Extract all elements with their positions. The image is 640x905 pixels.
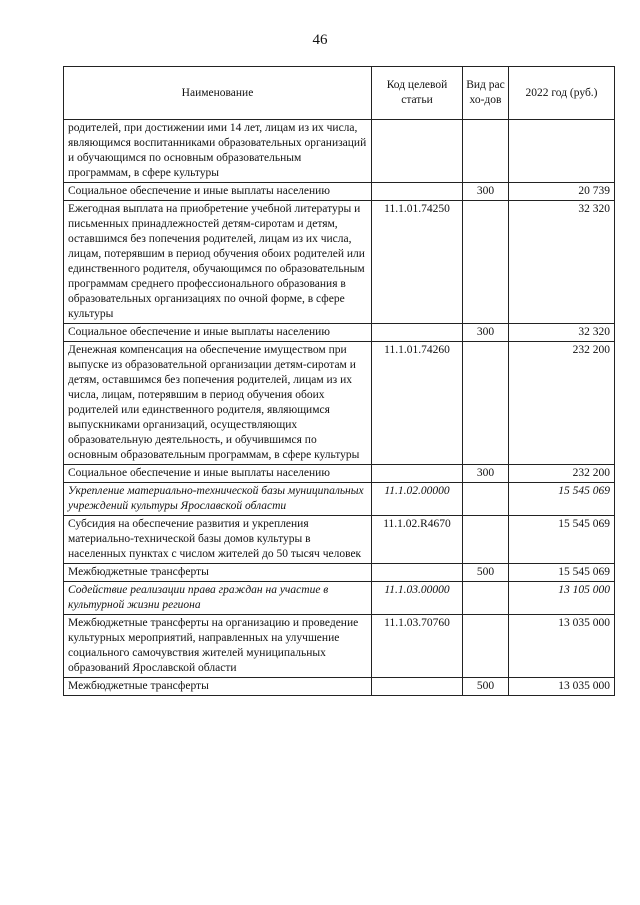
cell-name: Ежегодная выплата на приобретение учебной литературы и письменных принадлежностей детям-сиротам и детям, оставшимся без попечения родителей, лицам из их числа, лицам, потерявшим в период обучения обоих родителей или единственного родителя, обучающимся по образовательным программам среднего профессионального образования в образовательных организациях по очной форме, в сфере культуры <box>64 201 372 324</box>
cell-kind <box>463 516 509 564</box>
cell-code: 11.1.03.00000 <box>372 582 463 615</box>
cell-code: 11.1.02.00000 <box>372 483 463 516</box>
table-row <box>64 615 615 678</box>
cell-amount: 13 105 000 <box>509 582 615 615</box>
cell-name: Межбюджетные трансферты на организацию и проведение культурных мероприятий, направленных на улучшение социального самочувствия жителей муниципальных образований Ярославской области <box>64 615 372 678</box>
cell-code: 11.1.01.74260 <box>372 342 463 465</box>
cell-kind <box>463 342 509 465</box>
cell-amount: 32 320 <box>509 324 615 342</box>
cell-kind: 500 <box>463 678 509 696</box>
table-row <box>64 564 615 582</box>
cell-name: Укрепление материально-технической базы муниципальных учреждений культуры Ярославской области <box>64 483 372 516</box>
table-header-row <box>64 67 615 120</box>
budget-table <box>63 66 615 696</box>
cell-code <box>372 465 463 483</box>
cell-amount: 13 035 000 <box>509 678 615 696</box>
table-row <box>64 678 615 696</box>
cell-kind: 300 <box>463 465 509 483</box>
table-row <box>64 582 615 615</box>
cell-name: Социальное обеспечение и иные выплаты населению <box>64 324 372 342</box>
cell-kind: 300 <box>463 324 509 342</box>
cell-kind <box>463 483 509 516</box>
cell-kind: 500 <box>463 564 509 582</box>
cell-kind <box>463 120 509 183</box>
table-row <box>64 342 615 465</box>
cell-kind <box>463 582 509 615</box>
header-amount: 2022 год (руб.) <box>509 67 615 120</box>
header-kind <box>463 67 509 120</box>
header-name: Наименование <box>64 67 372 120</box>
cell-amount: 232 200 <box>509 342 615 465</box>
table-row <box>64 120 615 183</box>
cell-amount: 15 545 069 <box>509 516 615 564</box>
cell-kind <box>463 201 509 324</box>
header-kind-label: Вид расхо-дов <box>466 79 505 106</box>
cell-name: Межбюджетные трансферты <box>64 564 372 582</box>
table-row <box>64 201 615 324</box>
cell-amount: 15 545 069 <box>509 483 615 516</box>
cell-kind <box>463 615 509 678</box>
cell-code <box>372 183 463 201</box>
cell-name: родителей, при достижении ими 14 лет, лицам из их числа, являющимся воспитанниками образовательных организаций и обучающимся по основным образовательным программам, в сфере культуры <box>64 120 372 183</box>
cell-code <box>372 564 463 582</box>
cell-code <box>372 120 463 183</box>
cell-code <box>372 324 463 342</box>
cell-name: Межбюджетные трансферты <box>64 678 372 696</box>
cell-amount: 15 545 069 <box>509 564 615 582</box>
page-number: 46 <box>312 32 328 48</box>
cell-name: Денежная компенсация на обеспечение имуществом при выпуске из образовательной организации детям-сиротам и детям, оставшимся без попечения родителей, лицам из их числа, лицам, потерявшим в период обучения обоих родителей или единственного родителя, являющимся выпускниками организаций, осуществляющих образовательную деятельность, и обучившимся по основным образовательным программам, в сфере культуры <box>64 342 372 465</box>
cell-amount: 32 320 <box>509 201 615 324</box>
table-row <box>64 483 615 516</box>
table-row <box>64 324 615 342</box>
cell-name: Содействие реализации права граждан на участие в культурной жизни региона <box>64 582 372 615</box>
header-code: Код целевой статьи <box>372 67 463 120</box>
cell-name: Социальное обеспечение и иные выплаты населению <box>64 465 372 483</box>
cell-code <box>372 678 463 696</box>
table-row <box>64 183 615 201</box>
table-row <box>64 465 615 483</box>
cell-amount: 20 739 <box>509 183 615 201</box>
cell-code: 11.1.03.70760 <box>372 615 463 678</box>
cell-code: 11.1.02.R4670 <box>372 516 463 564</box>
cell-kind: 300 <box>463 183 509 201</box>
cell-amount <box>509 120 615 183</box>
cell-amount: 13 035 000 <box>509 615 615 678</box>
cell-name: Социальное обеспечение и иные выплаты населению <box>64 183 372 201</box>
table-row <box>64 516 615 564</box>
cell-code: 11.1.01.74250 <box>372 201 463 324</box>
cell-amount: 232 200 <box>509 465 615 483</box>
cell-name: Субсидия на обеспечение развития и укрепления материально-технической базы домов культуры в населенных пунктах с числом жителей до 50 тысяч человек <box>64 516 372 564</box>
table-body <box>64 120 615 696</box>
